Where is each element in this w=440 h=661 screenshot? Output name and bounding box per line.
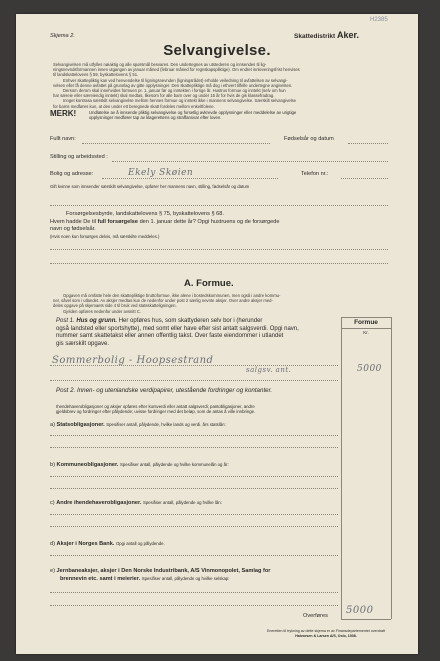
occupation-label: Stilling og arbeidssted : (50, 154, 108, 160)
guardian-field-2[interactable] (50, 263, 388, 264)
post1-handwriting-1: Sommerbolig - Hoopsestrand (52, 355, 214, 366)
tax-form-page (16, 14, 418, 654)
guardian-line-3: navn og fødselsår. (50, 226, 96, 232)
guardian-prefix: Hvem hadde De til (50, 219, 97, 225)
intro-line: ningsnevndsformannen innen utgangen av januar måned (februar måned for regnskapspliktige). Om endret innleveringsfrist henvises (53, 67, 300, 73)
item-b (50, 462, 229, 468)
item-a (50, 422, 226, 428)
printer-note (256, 629, 396, 638)
item-e-field-1[interactable] (50, 592, 338, 593)
address-label: Bolig og adresse: (50, 171, 94, 177)
phone-field[interactable] (341, 178, 388, 179)
item-d-field[interactable] (50, 555, 338, 556)
item-b-field-2[interactable] (50, 488, 338, 489)
item-letter: a) (50, 422, 55, 428)
archive-mark: H2385 (370, 17, 388, 23)
overfores-amount: 5000 (346, 605, 374, 616)
item-title: Statsobligasjoner. (56, 422, 105, 428)
guardian-line-1: Forsørgelsesbyrde, landskattelovens § 75, byskattelovens § 68. (66, 211, 224, 217)
post2-line: gjeldsbrev og fordringer efter pålydende; uvisse fordringer med det beløp, som de antas å ville innbringe. (56, 409, 256, 415)
separate-return-note: Gift kvinne som innsender særskilt selvangivelse, opfører her mannens navn, stilling, fødselsår og datum (50, 184, 250, 189)
post1-label: Post 1. (56, 318, 75, 324)
intro-line: har særeie eller særeiendig inntekt) skal medtas, likesom for alle barn over og under 15 år for hvis de gis klassefradrag. (53, 93, 275, 99)
item-letter: c) (50, 500, 55, 506)
post1-line: gis særskilt opgave. (56, 340, 110, 347)
item-letter: d) (50, 541, 55, 547)
item-title-cont: brennevin etc. samt i meierier. (60, 576, 141, 582)
overfores-label: Overføres (303, 613, 328, 619)
birth-label: Fødselsår og datum (284, 136, 334, 142)
item-a-field-1[interactable] (50, 435, 338, 436)
address-handwriting: Ekely Skøien (128, 168, 194, 178)
merk-line: Undlatelse av å innsende pliktig selvangivelse og forsetlig avkrevde opplysninger eller meddelelse av urigtige (89, 110, 297, 115)
item-title: Andre ihendehaverobligasjoner. (56, 500, 142, 506)
formue-column-right (391, 317, 392, 619)
item-c-field-2[interactable] (50, 526, 338, 527)
item-letter: b) (50, 462, 55, 468)
item-e-field-2[interactable] (50, 605, 338, 606)
form-number: Skjema 2. (50, 33, 75, 39)
item-desc: Opgi antall og pålydende. (115, 541, 165, 546)
intro-line: velsen eller få denne avfattet på grunnlag av gitte opplysninger. Den skattepliktige må dog i ethvert tilfelle undertegne angivelsen. (53, 82, 293, 88)
post1-line: også landsted eller sportshytte), med somt eller have efter sist antatt salgsverdi. Opgi navn, (56, 325, 299, 332)
post1-amount: 5000 (357, 364, 382, 374)
merk-line: opplysninger medfører tap av klagerettens og straffansvar efter loven. (89, 115, 222, 121)
intro-line: Selvangivelsen må utfylles nøiaktig og alle spørsmål besvares. Den undertegnes av utstederen og innsendes til lig- (53, 62, 267, 67)
item-desc: Spesifiser antall, pålydende og hvilke kommunelån og år: (119, 462, 229, 467)
post1-text (56, 318, 338, 348)
post2-line: Ihendehaverobligasjoner og aksjer opføres efter kursverdi eller antatt salgsverdi; pantobligasjoner, andre (56, 404, 255, 409)
merk-label: MERK! (50, 109, 77, 118)
item-title: Jernbaneaksjer, aksjer i Den Norske Industribank, A/S Vinmonopolet, Samlag for (56, 568, 271, 574)
formue-column-top (341, 317, 391, 318)
item-desc: Spesifiser antall, pålydende, hvilke lands og verdi. års statslån: (106, 422, 226, 427)
merk-text (89, 110, 296, 121)
item-c (50, 500, 222, 506)
item-letter: e) (50, 568, 55, 574)
post1-handwriting-2: salgsv. ant. (246, 366, 292, 374)
phone-label: Telefon nr.: (301, 171, 329, 177)
post2-label: Post 2. (56, 387, 76, 394)
item-b-field-1[interactable] (50, 476, 338, 477)
section-a-title: A. Formue. (184, 278, 234, 289)
formue-column-left (341, 317, 342, 619)
formue-column-header: Formue (354, 319, 378, 326)
address-field[interactable] (102, 178, 278, 179)
formue-column-bottom (341, 619, 391, 620)
full-name-field[interactable] (82, 143, 270, 144)
post1-title: Hus og grunn. (76, 318, 118, 324)
post1-field-2[interactable] (50, 380, 338, 381)
item-title: Kommuneobligasjoner. (56, 462, 119, 468)
section-a-intro (53, 293, 388, 314)
item-desc: Spesifiser antall, pålydende og hvilke lån: (142, 500, 222, 505)
post1-line: nummer samt skattetakst eller annen offentlig takst. Over faste eiendommer i utlandet (56, 333, 284, 340)
item-desc: Spesifiser antall, pålydende og hvilke selskap: (141, 576, 230, 581)
item-title: Aksjer i Norges Bank. (56, 541, 115, 547)
intro-line: Enhver skattepliktig kan ved henvendelse til ligningsnevnden (ligningsrådet) erholde veiledning til avfattelsen av selvangi- (63, 77, 288, 83)
intro-line: til landskattelovens § 59, byskattelovens § 51. (53, 72, 139, 78)
occupation-field[interactable] (112, 161, 388, 162)
guardian-bold: full forsørgelse (97, 219, 138, 225)
district-heading (294, 30, 359, 40)
item-d (50, 541, 165, 547)
birth-field[interactable] (348, 143, 388, 144)
spouse-field[interactable] (50, 205, 388, 206)
formue-column-unit: Kr. (363, 330, 369, 335)
item-c-field-1[interactable] (50, 514, 338, 515)
intro-line: for barns medføres kun, at den under ett beregnede skatt fordeles mellom enkeltfolene. (53, 103, 215, 109)
printer-line: Eneretten til trykning av dette skjema er av Finansdepartementet overdratt (266, 629, 386, 633)
intro-line: Innget kontrasa særskilt selvangivelse mellom hennes formue og inntekt ikke i mannens selvangivelse. Særskilt selvangivelse (63, 98, 296, 104)
section-a-intro-line: deles opgave på skjemaets side 4 til bruk ved statsskatteligningen. (53, 303, 177, 309)
post2-title: Innen- og utenlandske verdipapirer, utestående fordringer og kontanter. (77, 387, 273, 394)
printer-line: Halvorsen & Larsen A/S, Oslo, 1938. (295, 633, 357, 638)
guardian-suffix: den 1. januar dette år? Opgi hustruens og de forsørgede (139, 219, 280, 225)
item-a-field-2[interactable] (50, 447, 338, 448)
section-a-intro-line: ner, såvel som i utlandet. Av aksjer medtas kun de nedenfor under post 2 særlig nevnte aksjer. Over andre aksjer med- (53, 298, 273, 304)
page-title: Selvangivelse. (163, 42, 271, 59)
intro-text (53, 62, 388, 109)
section-a-intro-line: Opgaven må omfatte hele den skattepliktige bruttoformue, ikke alene i bostedskommunen, men også i andre kommu- (63, 293, 281, 298)
district-name: Aker. (337, 30, 360, 40)
post1-line: Her opføres hus, som skattyderen selv bor i (herunder (118, 318, 263, 324)
guardian-line-2 (50, 219, 280, 225)
full-name-label: Fullt navn: (50, 136, 76, 142)
post2-text (56, 404, 255, 415)
guardian-note: (Hvis noen kun forsørges delvis, må særskilte meddeles.) (50, 234, 160, 239)
section-a-intro-line: Gjelden opføres nedenfor under avsnitt C. (63, 308, 141, 314)
formue-header-divider (341, 328, 391, 329)
item-e (50, 567, 270, 583)
district-label: Skattedistrikt (294, 33, 336, 40)
intro-line: Dersom derom skal innehvides formuen pr. 1. januar før og inntekten i forrige år. Hustrus formue og inntekt (selv om hun (63, 88, 286, 94)
guardian-field-1[interactable] (50, 249, 388, 250)
post2-heading (56, 387, 338, 395)
